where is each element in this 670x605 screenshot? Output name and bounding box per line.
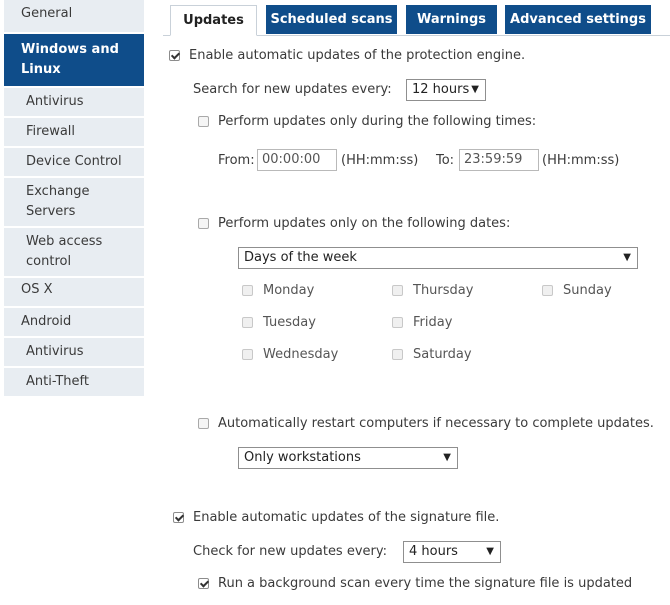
from-time-input[interactable]: 00:00:00 bbox=[257, 149, 337, 171]
update-dates-checkbox[interactable] bbox=[198, 218, 209, 229]
sunday-checkbox[interactable] bbox=[542, 285, 553, 296]
sunday-label: Sunday bbox=[563, 283, 612, 298]
check-interval-select[interactable] bbox=[403, 541, 501, 563]
wednesday-label: Wednesday bbox=[263, 347, 339, 362]
check-interval-value: 4 hours bbox=[409, 544, 458, 559]
auto-restart-checkbox[interactable] bbox=[198, 418, 209, 429]
sidebar-item-label: Windows and Linux bbox=[21, 42, 119, 77]
sidebar-item-android[interactable] bbox=[4, 308, 144, 336]
tab-advanced-settings[interactable] bbox=[505, 5, 651, 34]
sidebar-item-label: Antivirus bbox=[26, 344, 84, 359]
friday-label: Friday bbox=[413, 315, 453, 330]
sidebar-item-device-control[interactable] bbox=[4, 148, 144, 176]
sidebar-item-label: Device Control bbox=[26, 154, 122, 169]
restart-mode-value: Only workstations bbox=[244, 450, 361, 465]
sidebar-item-label: General bbox=[21, 6, 73, 21]
sidebar-item-label: OS X bbox=[21, 282, 53, 297]
sidebar-item-label: Anti-Theft bbox=[26, 374, 89, 389]
to-format-hint: (HH:mm:ss) bbox=[542, 153, 620, 168]
sidebar-item-os-x[interactable] bbox=[4, 278, 144, 306]
tuesday-checkbox[interactable] bbox=[242, 317, 253, 328]
background-scan-checkbox[interactable] bbox=[198, 578, 209, 589]
thursday-label: Thursday bbox=[413, 283, 474, 298]
search-interval-select[interactable] bbox=[406, 79, 486, 101]
friday-checkbox[interactable] bbox=[392, 317, 403, 328]
chevron-down-icon: ▼ bbox=[623, 252, 631, 263]
sidebar-item-antivirus[interactable] bbox=[4, 88, 144, 116]
enable-signature-updates-checkbox[interactable] bbox=[173, 512, 184, 523]
sidebar-item-label: Antivirus bbox=[26, 94, 84, 109]
enable-engine-updates-label: Enable automatic updates of the protection engine. bbox=[189, 48, 526, 63]
enable-signature-updates-label: Enable automatic updates of the signature file. bbox=[193, 510, 500, 525]
sidebar-item-web-access-control[interactable] bbox=[4, 228, 144, 276]
from-label: From: bbox=[218, 153, 255, 168]
monday-label: Monday bbox=[263, 283, 315, 298]
sidebar-item-label: Android bbox=[21, 314, 72, 329]
sidebar-item-label: Web access control bbox=[26, 234, 103, 269]
tab-warnings[interactable] bbox=[406, 5, 497, 34]
to-time-input[interactable]: 23:59:59 bbox=[459, 149, 539, 171]
search-interval-value: 12 hours bbox=[412, 82, 470, 97]
restart-mode-select[interactable] bbox=[238, 447, 458, 469]
sidebar-item-general[interactable] bbox=[4, 0, 144, 32]
sidebar bbox=[4, 0, 144, 398]
monday-checkbox[interactable] bbox=[242, 285, 253, 296]
tab-updates[interactable] bbox=[170, 5, 257, 36]
tab-scheduled-scans[interactable] bbox=[266, 5, 397, 34]
sidebar-item-label: Exchange Servers bbox=[26, 184, 90, 219]
sidebar-item-anti-theft[interactable] bbox=[4, 368, 144, 396]
sidebar-item-firewall[interactable] bbox=[4, 118, 144, 146]
thursday-checkbox[interactable] bbox=[392, 285, 403, 296]
tuesday-label: Tuesday bbox=[263, 315, 316, 330]
update-times-checkbox[interactable] bbox=[198, 116, 209, 127]
chevron-down-icon: ▼ bbox=[486, 546, 494, 557]
search-interval-label: Search for new updates every: bbox=[193, 82, 392, 97]
dates-mode-value: Days of the week bbox=[244, 250, 357, 265]
dates-mode-select[interactable] bbox=[238, 247, 638, 269]
background-scan-label: Run a background scan every time the signature file is updated bbox=[218, 576, 633, 591]
tab-label: Advanced settings bbox=[510, 12, 646, 27]
wednesday-checkbox[interactable] bbox=[242, 349, 253, 360]
update-dates-label: Perform updates only on the following dates: bbox=[218, 216, 511, 231]
sidebar-item-android-antivirus[interactable] bbox=[4, 338, 144, 366]
auto-restart-label: Automatically restart computers if necessary to complete updates. bbox=[218, 416, 654, 431]
chevron-down-icon: ▼ bbox=[471, 84, 479, 95]
check-interval-label: Check for new updates every: bbox=[193, 544, 388, 559]
tab-label: Warnings bbox=[416, 12, 487, 27]
enable-engine-updates-checkbox[interactable] bbox=[169, 50, 180, 61]
to-label: To: bbox=[436, 153, 455, 168]
sidebar-item-exchange-servers[interactable] bbox=[4, 178, 144, 226]
saturday-checkbox[interactable] bbox=[392, 349, 403, 360]
update-times-label: Perform updates only during the following times: bbox=[218, 114, 537, 129]
sidebar-item-label: Firewall bbox=[26, 124, 76, 139]
sidebar-item-windows-linux[interactable] bbox=[4, 34, 144, 86]
tab-label: Updates bbox=[183, 13, 244, 28]
saturday-label: Saturday bbox=[413, 347, 472, 362]
tab-label: Scheduled scans bbox=[270, 12, 393, 27]
from-format-hint: (HH:mm:ss) bbox=[341, 153, 419, 168]
chevron-down-icon: ▼ bbox=[443, 452, 451, 463]
